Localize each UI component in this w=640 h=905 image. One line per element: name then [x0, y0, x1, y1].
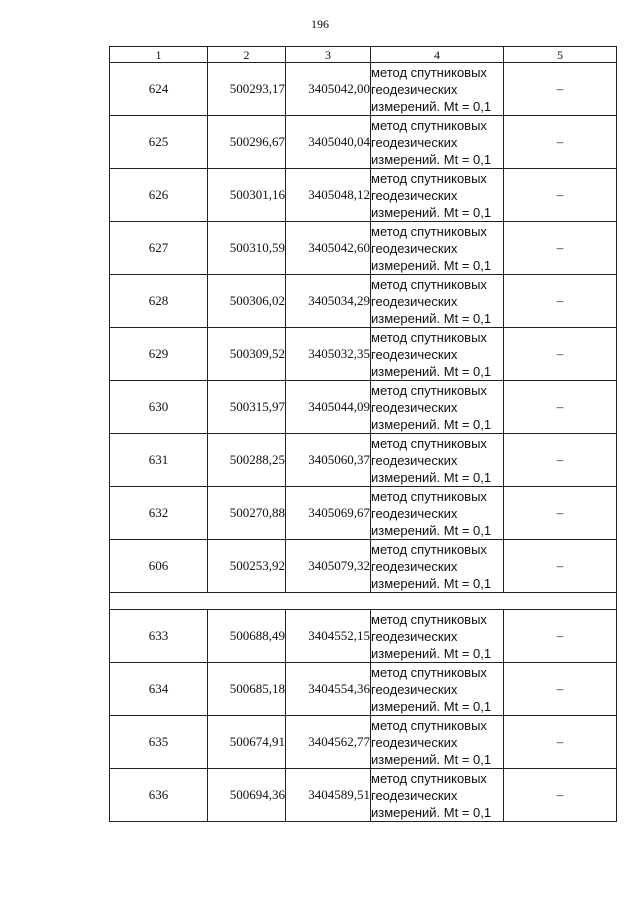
- point-cell: 628: [110, 275, 208, 328]
- header-row: [110, 47, 617, 63]
- method-cell: метод спутниковых геодезических измерений. Mt = 0,1: [371, 434, 504, 487]
- table-row: [110, 169, 617, 222]
- x-coordinate-cell: 500674,91: [208, 716, 286, 769]
- method-cell: метод спутниковых геодезических измерений. Mt = 0,1: [371, 663, 504, 716]
- method-cell: метод спутниковых геодезических измерений. Mt = 0,1: [371, 328, 504, 381]
- y-coordinate-cell: 3405048,12: [286, 169, 371, 222]
- x-coordinate-cell: 500288,25: [208, 434, 286, 487]
- x-coordinate-cell: 500309,52: [208, 328, 286, 381]
- method-cell: метод спутниковых геодезических измерений. Mt = 0,1: [371, 769, 504, 822]
- method-cell: метод спутниковых геодезических измерений. Mt = 0,1: [371, 716, 504, 769]
- note-cell: –: [504, 116, 617, 169]
- y-coordinate-cell: 3405034,29: [286, 275, 371, 328]
- note-cell: –: [504, 769, 617, 822]
- table-row: [110, 487, 617, 540]
- x-coordinate-cell: 500310,59: [208, 222, 286, 275]
- point-cell: 606: [110, 540, 208, 593]
- y-coordinate-cell: 3404554,36: [286, 663, 371, 716]
- y-coordinate-cell: 3405069,67: [286, 487, 371, 540]
- note-cell: –: [504, 275, 617, 328]
- method-cell: метод спутниковых геодезических измерений. Mt = 0,1: [371, 275, 504, 328]
- note-cell: –: [504, 434, 617, 487]
- table-body: [110, 47, 617, 822]
- point-cell: 632: [110, 487, 208, 540]
- table-row: [110, 540, 617, 593]
- point-cell: 625: [110, 116, 208, 169]
- table-row: [110, 116, 617, 169]
- method-cell: метод спутниковых геодезических измерений. Mt = 0,1: [371, 540, 504, 593]
- method-cell: метод спутниковых геодезических измерений. Mt = 0,1: [371, 381, 504, 434]
- method-cell: метод спутниковых геодезических измерений. Mt = 0,1: [371, 116, 504, 169]
- point-cell: 636: [110, 769, 208, 822]
- x-coordinate-cell: 500685,18: [208, 663, 286, 716]
- y-coordinate-cell: 3405044,09: [286, 381, 371, 434]
- x-coordinate-cell: 500688,49: [208, 610, 286, 663]
- x-coordinate-cell: 500296,67: [208, 116, 286, 169]
- note-cell: –: [504, 381, 617, 434]
- coordinates-table: [109, 46, 617, 822]
- note-cell: –: [504, 663, 617, 716]
- point-cell: 631: [110, 434, 208, 487]
- header-cell-1: 1: [110, 47, 208, 63]
- y-coordinate-cell: 3405042,00: [286, 63, 371, 116]
- note-cell: –: [504, 610, 617, 663]
- x-coordinate-cell: 500270,88: [208, 487, 286, 540]
- table-row: [110, 63, 617, 116]
- x-coordinate-cell: 500315,97: [208, 381, 286, 434]
- note-cell: –: [504, 328, 617, 381]
- x-coordinate-cell: 500253,92: [208, 540, 286, 593]
- point-cell: 635: [110, 716, 208, 769]
- x-coordinate-cell: 500301,16: [208, 169, 286, 222]
- note-cell: –: [504, 63, 617, 116]
- note-cell: –: [504, 222, 617, 275]
- header-cell-4: 4: [371, 47, 504, 63]
- y-coordinate-cell: 3405032,35: [286, 328, 371, 381]
- table-row: [110, 610, 617, 663]
- x-coordinate-cell: 500293,17: [208, 63, 286, 116]
- method-cell: метод спутниковых геодезических измерений. Mt = 0,1: [371, 169, 504, 222]
- note-cell: –: [504, 487, 617, 540]
- table-row: [110, 434, 617, 487]
- separator-row: [110, 593, 617, 610]
- point-cell: 634: [110, 663, 208, 716]
- point-cell: 627: [110, 222, 208, 275]
- method-cell: метод спутниковых геодезических измерений. Mt = 0,1: [371, 487, 504, 540]
- table-row: [110, 716, 617, 769]
- point-cell: 624: [110, 63, 208, 116]
- table-row: [110, 222, 617, 275]
- table-row: [110, 275, 617, 328]
- x-coordinate-cell: 500694,36: [208, 769, 286, 822]
- y-coordinate-cell: 3405042,60: [286, 222, 371, 275]
- header-cell-2: 2: [208, 47, 286, 63]
- table-row: [110, 769, 617, 822]
- y-coordinate-cell: 3405079,32: [286, 540, 371, 593]
- y-coordinate-cell: 3404589,51: [286, 769, 371, 822]
- y-coordinate-cell: 3404552,15: [286, 610, 371, 663]
- separator-cell: [110, 593, 617, 610]
- header-cell-3: 3: [286, 47, 371, 63]
- point-cell: 630: [110, 381, 208, 434]
- point-cell: 626: [110, 169, 208, 222]
- note-cell: –: [504, 716, 617, 769]
- y-coordinate-cell: 3405040,04: [286, 116, 371, 169]
- table-row: [110, 381, 617, 434]
- method-cell: метод спутниковых геодезических измерений. Mt = 0,1: [371, 610, 504, 663]
- y-coordinate-cell: 3405060,37: [286, 434, 371, 487]
- header-cell-5: 5: [504, 47, 617, 63]
- table-row: [110, 328, 617, 381]
- method-cell: метод спутниковых геодезических измерений. Mt = 0,1: [371, 222, 504, 275]
- table-row: [110, 663, 617, 716]
- y-coordinate-cell: 3404562,77: [286, 716, 371, 769]
- page-number: 196: [311, 17, 329, 31]
- note-cell: –: [504, 169, 617, 222]
- note-cell: –: [504, 540, 617, 593]
- point-cell: 633: [110, 610, 208, 663]
- point-cell: 629: [110, 328, 208, 381]
- x-coordinate-cell: 500306,02: [208, 275, 286, 328]
- method-cell: метод спутниковых геодезических измерений. Mt = 0,1: [371, 63, 504, 116]
